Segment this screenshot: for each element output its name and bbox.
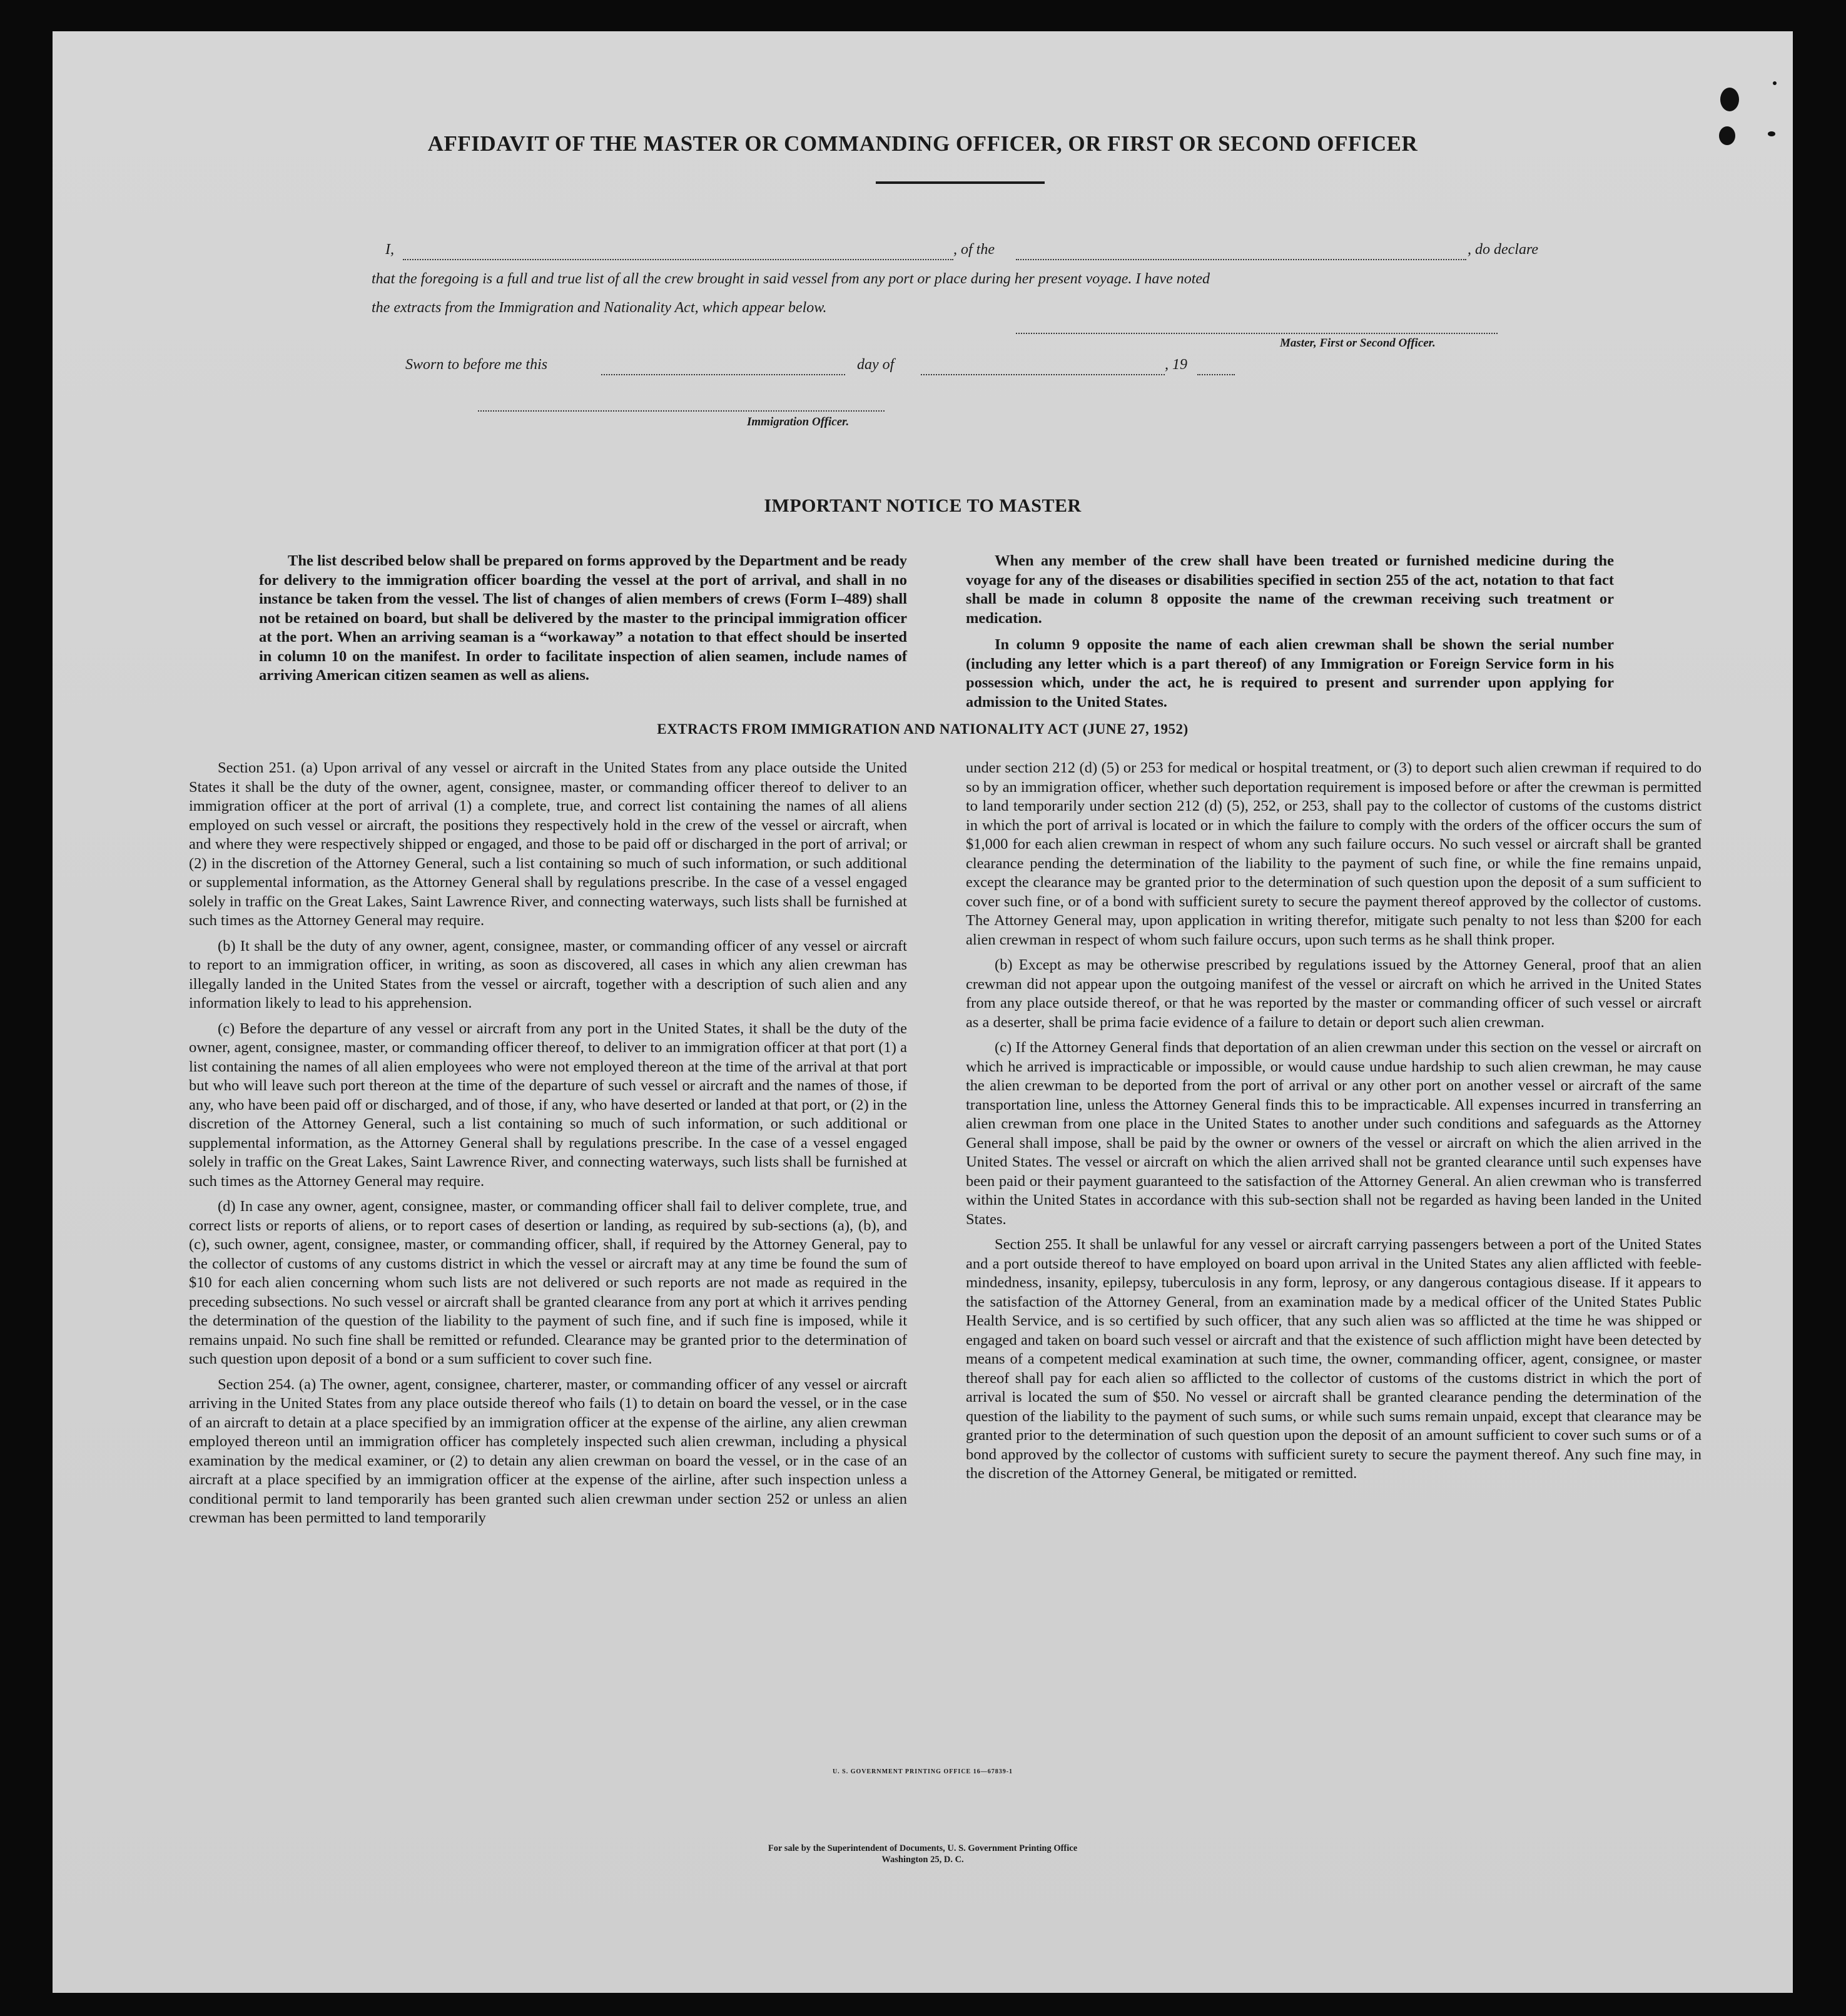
scan-speck	[1773, 81, 1777, 85]
sale-notice	[53, 1843, 1793, 1865]
scan-speck	[1768, 131, 1775, 136]
of-the-label: , of the	[953, 241, 995, 258]
extracts-right-column	[966, 759, 1701, 1490]
affidavit-title: AFFIDAVIT OF THE MASTER OR COMMANDING OFFICER, OR FIRST OR SECOND OFFICER	[427, 131, 1418, 156]
sale-line-2: Washington 25, D. C.	[881, 1855, 964, 1865]
notice-right-paragraph-1: When any member of the crew shall have been treated or furnished medicine during the voyage for any of the diseases or disabilities specified in section 255 of the act, notation to that fact shall be made in column 8 opposite the name of the crewman receiving such treatment or medication.	[966, 552, 1614, 627]
scan-speck	[1719, 126, 1735, 145]
section-251-b: (b) It shall be the duty of any owner, agent, consignee, master, or commanding officer of any vessel or aircraft to report to an immigration officer, in writing, as soon as discovered, all cases in which any alien crewman has illegally landed in the United States from the vessel or aircraft, together with a description of such alien and any information likely to lead to his apprehension.	[189, 937, 907, 1011]
scan-speck	[1720, 88, 1739, 111]
sworn-month-field-line[interactable]	[921, 373, 1165, 375]
i-label: I,	[385, 241, 394, 258]
extracts-left-column	[189, 759, 907, 1534]
vessel-field-line[interactable]	[1016, 258, 1466, 260]
sworn-label: Sworn to before me this	[405, 357, 548, 373]
sworn-year-field-line[interactable]	[1197, 373, 1235, 375]
declaration-line-3: the extracts from the Immigration and Nationality Act, which appear below.	[372, 300, 827, 316]
section-254-b: (b) Except as may be otherwise prescribed by regulations issued by the Attorney General, proof that an alien crewman did not appear upon the outgoing manifest of the vessel or aircraft on which he arrived in the United States from any place outside thereof, or that he was reported by the master or commanding officer of such vessel or aircraft as a deserter, shall be prima facie evidence of a failure to detain or deport such alien crewman.	[966, 956, 1701, 1031]
master-caption: Master, First or Second Officer.	[1280, 337, 1436, 350]
notice-left-paragraph: The list described below shall be prepared on forms approved by the Department and be ready for delivery to the immigration officer boarding the vessel at the port of arrival, and shall in no instance be taken from the vessel. The list of changes of alien members of crews (Form I–489) shall not be retained on board, but shall be delivered by the master to the principal immigration officer at the port. When an arriving seaman is a “workaway” a notation to that effect should be inserted in column 10 on the manifest. In order to facilitate inspection of alien seamen, include names of arriving American citizen seamen as well as aliens.	[259, 552, 907, 684]
declaration-line-2: that the foregoing is a full and true list of all the crew brought in said vessel from any port or place during her present voyage. I have noted	[372, 271, 1210, 287]
sale-line-1: For sale by the Superintendent of Documents, U. S. Government Printing Office	[768, 1843, 1078, 1853]
notice-right-paragraph-2: In column 9 opposite the name of each alien crewman shall be shown the serial number (including any letter which is a part thereof) of any Immigration or Foreign Service form in his possession which, under the act, he is required to present and surrender upon applying for admission to the United States.	[966, 636, 1614, 711]
notice-right-column	[966, 552, 1614, 719]
gpo-imprint: U. S. GOVERNMENT PRINTING OFFICE 16—67839-1	[832, 1768, 1013, 1775]
section-254-c: (c) If the Attorney General finds that deportation of an alien crewman under this section on the vessel or aircraft on which he arrived is impracticable or impossible, or would cause undue hardship to such alien crewman, he may cause the alien crewman to be deported from the port of arrival or any other port on another vessel or aircraft of the same transportation line, unless the Attorney General finds this to be impracticable. All expenses incurred in transferring an alien crewman from one place in the United States to another under such conditions and safeguards as the Attorney General shall impose, shall be paid by the owner or owners of the vessel or aircraft on which the alien arrived in the United States. The vessel or aircraft on which the alien arrived shall not be granted clearance until such expenses have been paid or their payment guaranteed to the satisfaction of the Attorney General. An alien crewman who is transferred within the United States in accordance with this sub-section shall not be regarded as having been landed in the United States.	[966, 1039, 1701, 1228]
immigration-officer-signature-line[interactable]	[478, 409, 885, 412]
name-field-line[interactable]	[403, 258, 953, 260]
officer-caption: Immigration Officer.	[747, 415, 849, 428]
section-251-d: (d) In case any owner, agent, consignee, master, or commanding officer shall fail to deliver complete, true, and correct lists or reports of aliens, or to report cases of desertion or landing, as required by sub-sections (a), (b), and (c), such owner, agent, consignee, master, or commanding officer, shall, if required by the Attorney General, pay to the collector of customs of any customs district in which the vessel or aircraft may at any time be found the sum of $10 for each alien concerning whom such lists are not delivered or such reports are not made as required in the preceding subsections. No such vessel or aircraft shall be granted clearance from any port at which it arrives pending the determination of the question of the liability to the payment of such fine, and if such fine is imposed, while it remains unpaid. No such fine shall be remitted or refunded. Clearance may be granted prior to the determination of such question upon deposit of a bond or a sum sufficient to cover such fine.	[189, 1198, 907, 1367]
title-divider	[876, 181, 1045, 184]
sworn-day-field-line[interactable]	[601, 373, 845, 375]
day-of-label: day of	[857, 357, 895, 373]
section-251-c: (c) Before the departure of any vessel or aircraft from any port in the United States, it shall be the duty of the owner, agent, consignee, master, or commanding officer thereof, to deliver to an immigration officer at that port (1) a list containing the names of all alien employees who were not employed thereon at the time of the arrival at that port but who will leave such port thereon at the time of the departure of such vessel or aircraft and the names of those, if any, who have been paid off or discharged, and of those, if any, who have deserted or landed at that port, or (2) in the discretion of the Attorney General, such a list containing so much of such information, or such additional or supplemental information, as the Attorney General shall by regulations prescribe. In the case of a vessel engaged solely in traffic on the Great Lakes, Saint Lawrence River, and connecting waterways, such lists shall be furnished at such times as the Attorney General may require.	[189, 1020, 907, 1190]
section-255: Section 255. It shall be unlawful for any vessel or aircraft carrying passengers between a port of the United States and a port outside thereof to have employed on board upon arrival in the United States any alien afflicted with feeble-mindedness, insanity, epilepsy, tuberculosis in any form, leprosy, or any dangerous contagious disease. If it appears to the satisfaction of the Attorney General, from an examination made by a medical officer of the United States Public Health Service, and is so certified by such officer, that any such alien was so afflicted at the time he was shipped or engaged and taken on board such vessel or aircraft and that the existence of such affliction might have been detected by means of a competent medical examination at such time, the owner, commanding officer, agent, consignee, or master thereof shall pay for each alien so afflicted to the collector of customs of the customs district in which the port of arrival is located the sum of $50. No vessel or aircraft shall be granted clearance pending the determination of the question of the liability to the payment of such sums, or while such sums remain unpaid, except that clearance may be granted prior to the determination of such question upon the deposit of an amount sufficient to cover such sums or of a bond approved by the collector of customs with sufficient surety to secure the payment thereof. Any such fine may, in the discretion of the Attorney General, be mitigated or remitted.	[966, 1236, 1701, 1482]
master-signature-line[interactable]	[1016, 332, 1498, 334]
section-254-a-continued: under section 212 (d) (5) or 253 for medical or hospital treatment, or (3) to deport such alien crewman if required to do so by an immigration officer, whether such deportation requirement is imposed before or after the crewman is permitted to land temporarily under section 212 (d) (5), 252, or 253, shall pay to the collector of customs of the customs district in which the port of arrival is located or in which the failure to comply with the orders of the officer occurs the sum of $1,000 for each alien crewman in respect of whom any such failure occurs. No such vessel or aircraft shall be granted clearance pending the determination of the liability to the payment of such fine, or while the fine remains unpaid, except the clearance may be granted prior to the determination of such question upon the deposit of a sum sufficient to cover such fine, or of a bond with sufficient surety to secure the payment thereof approved by the collector of customs. The Attorney General may, upon application in writing therefor, mitigate such penalty to not less than $200 for each alien crewman in respect of whom such failure occurs, upon such terms as he shall think proper.	[966, 759, 1701, 948]
year-label: , 19	[1165, 357, 1187, 373]
section-254-a: Section 254. (a) The owner, agent, consignee, charterer, master, or commanding officer of any vessel or aircraft arriving in the United States from any place outside thereof who fails (1) to detain on board the vessel, or in the case of an aircraft to detain at a place specified by an immigration officer at the expense of the airline, any alien crewman employed thereon until an immigration officer has completely inspected such alien crewman, including a physical examination by the medical examiner, or (2) to detain any alien crewman on board the vessel, or in the case of an aircraft at a place specified by an immigration officer at the expense of the airline, after such inspection unless a conditional permit to land temporarily has been granted such alien crewman under section 252 or unless an alien crewman has been permitted to land temporarily	[189, 1375, 907, 1526]
notice-title: IMPORTANT NOTICE TO MASTER	[764, 495, 1082, 516]
extracts-title: EXTRACTS FROM IMMIGRATION AND NATIONALITY ACT (JUNE 27, 1952)	[657, 721, 1189, 737]
section-251-a: Section 251. (a) Upon arrival of any vessel or aircraft in the United States from any place outside the United States it shall be the duty of the owner, agent, consignee, master, or commanding officer thereof to deliver to an immigration officer at the port of arrival (1) a complete, true, and correct list containing the names of all aliens employed on such vessel or aircraft, the positions they respectively hold in the crew of the vessel or aircraft, when and where they were respectively shipped or engaged, and those to be paid off or discharged in the port of arrival; or (2) in the discretion of the Attorney General, such a list containing so much of such information, or such additional or supplemental information, as the Attorney General shall by regulations prescribe. In the case of a vessel engaged solely in traffic on the Great Lakes, Saint Lawrence River, and connecting waterways, such lists shall be furnished at such times as the Attorney General may require.	[189, 759, 907, 929]
do-declare-label: , do declare	[1468, 241, 1539, 258]
document-page	[53, 31, 1793, 1993]
notice-left-column	[259, 552, 907, 693]
